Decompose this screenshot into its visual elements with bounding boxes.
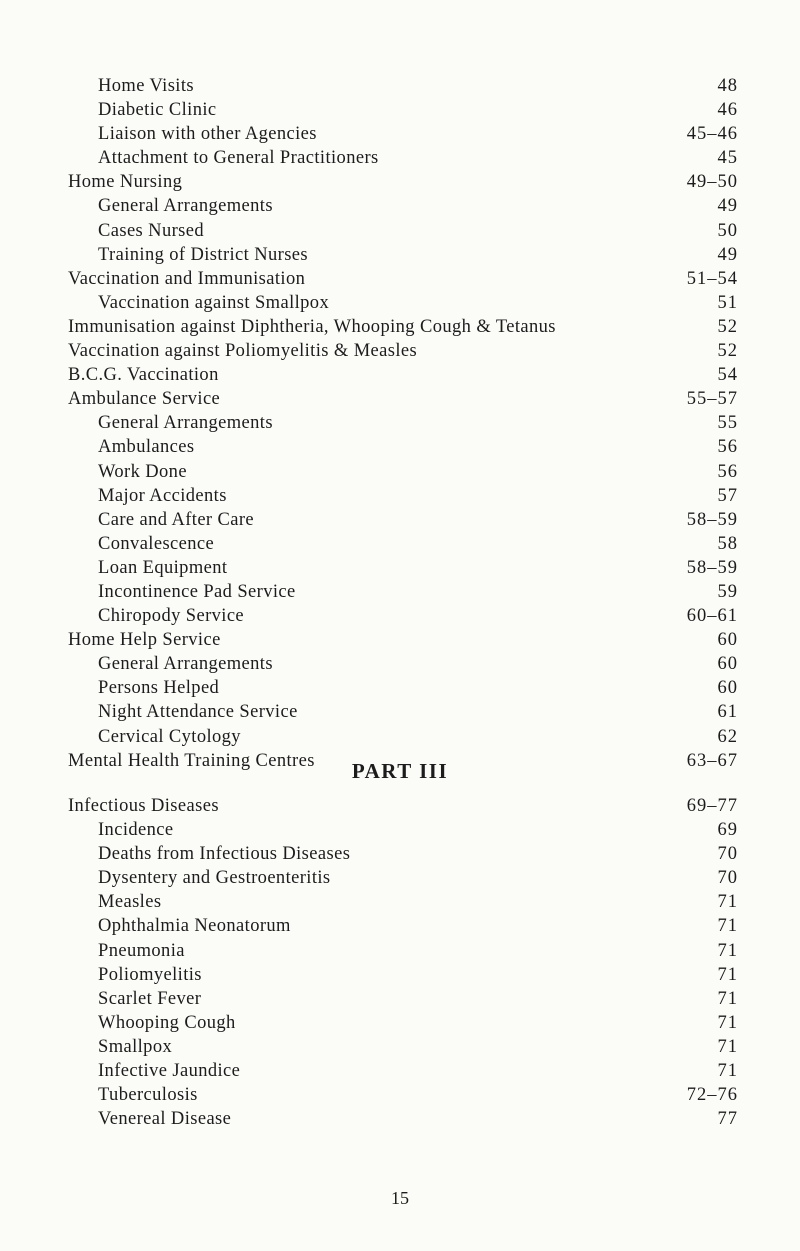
toc-entry-page: 45: [717, 148, 738, 169]
toc-entry: [0, 700, 800, 724]
toc-entry-page: 71: [717, 988, 738, 1009]
toc-entry: [0, 460, 800, 484]
toc-entry: [0, 604, 800, 628]
toc-entry: [0, 818, 800, 842]
toc-entry: [0, 866, 800, 890]
toc-entry-page: 71: [717, 940, 738, 961]
toc-entry: [0, 387, 800, 411]
toc-entry-title: Chiropody Service: [98, 606, 245, 627]
toc-entry: [0, 194, 800, 218]
toc-entry: [0, 291, 800, 315]
toc-entry: [0, 676, 800, 700]
toc-entry-page: 56: [717, 437, 738, 458]
toc-entry-title: Ambulances: [98, 437, 195, 458]
toc-entry-page: 51: [717, 292, 738, 313]
toc-entry: [0, 1059, 800, 1083]
table-of-contents-part-3: [0, 794, 800, 1131]
toc-entry-page: 70: [717, 868, 738, 889]
toc-entry: [0, 963, 800, 987]
toc-entry-title: General Arrangements: [98, 654, 273, 675]
toc-entry-title: Poliomyelitis: [98, 964, 202, 985]
section-heading-part-3: PART III: [351, 759, 449, 783]
toc-entry: [0, 1011, 800, 1035]
toc-entry: [0, 842, 800, 866]
toc-entry: [0, 243, 800, 267]
toc-entry-page: 58–59: [686, 557, 738, 578]
toc-entry-title: Cervical Cytology: [98, 726, 241, 747]
toc-entry-page: 57: [717, 485, 738, 506]
toc-entry-page: 49: [717, 196, 738, 217]
toc-entry: [0, 219, 800, 243]
toc-entry-title: Training of District Nurses: [98, 244, 309, 265]
toc-entry: [0, 556, 800, 580]
toc-entry-title: Pneumonia: [98, 940, 185, 961]
toc-entry: [0, 939, 800, 963]
toc-entry: [0, 98, 800, 122]
toc-entry: [0, 508, 800, 532]
toc-entry-page: 72–76: [686, 1085, 738, 1106]
toc-entry-page: 46: [717, 100, 738, 121]
toc-entry-title: Night Attendance Service: [98, 702, 298, 723]
toc-entry-page: 54: [717, 365, 738, 386]
toc-entry-page: 49–50: [686, 172, 738, 193]
toc-entry: [0, 794, 800, 818]
toc-entry-title: Smallpox: [98, 1036, 173, 1057]
toc-entry-page: 55: [717, 413, 738, 434]
toc-entry-page: 71: [717, 916, 738, 937]
toc-entry-page: 59: [717, 581, 738, 602]
toc-entry-title: Scarlet Fever: [98, 988, 202, 1009]
toc-entry-page: 69: [717, 820, 738, 841]
page-number: 15: [391, 1188, 409, 1208]
toc-entry: [0, 652, 800, 676]
toc-entry-page: 77: [717, 1109, 738, 1130]
toc-entry-title: General Arrangements: [98, 196, 273, 217]
toc-entry-page: 56: [717, 461, 738, 482]
toc-entry-page: 48: [717, 76, 738, 96]
toc-entry-page: 49: [717, 244, 738, 265]
toc-entry-title: General Arrangements: [98, 413, 273, 434]
toc-entry-page: 69–77: [686, 796, 738, 816]
toc-entry: [0, 987, 800, 1011]
toc-entry-page: 71: [717, 892, 738, 913]
toc-entry-title: Ambulance Service: [68, 389, 221, 410]
toc-entry: [0, 1083, 800, 1107]
toc-entry-page: 71: [717, 1012, 738, 1033]
toc-entry-page: 52: [717, 341, 738, 362]
toc-entry: [0, 267, 800, 291]
toc-entry-title: Measles: [98, 892, 162, 913]
toc-entry: [0, 170, 800, 194]
toc-entry-page: 71: [717, 1061, 738, 1082]
toc-entry-title: Infective Jaundice: [98, 1061, 241, 1082]
toc-entry-title: Tuberculosis: [98, 1085, 198, 1106]
toc-entry: [0, 484, 800, 508]
toc-entry-page: 62: [717, 726, 738, 747]
toc-entry-page: 60: [717, 678, 738, 699]
toc-entry-title: Deaths from Infectious Diseases: [98, 844, 351, 865]
toc-entry-title: B.C.G. Vaccination: [68, 365, 219, 386]
table-of-contents-part-2: [0, 74, 800, 773]
toc-entry: [0, 628, 800, 652]
toc-entry-page: 60: [717, 630, 738, 651]
toc-entry-title: Whooping Cough: [98, 1012, 236, 1033]
toc-entry-title: Home Visits: [98, 76, 194, 96]
toc-entry-page: 71: [717, 1036, 738, 1057]
toc-entry-page: 51–54: [686, 268, 738, 289]
toc-entry-title: Liaison with other Agencies: [98, 124, 317, 145]
toc-entry-title: Home Nursing: [68, 172, 183, 193]
toc-entry-title: Vaccination against Poliomyelitis & Measles: [68, 341, 418, 362]
toc-entry: [0, 315, 800, 339]
toc-entry-page: 45–46: [686, 124, 738, 145]
toc-entry-page: 50: [717, 220, 738, 241]
toc-entry-title: Immunisation against Diphtheria, Whooping Cough & Tetanus: [68, 316, 556, 337]
toc-entry: [0, 725, 800, 749]
toc-entry-page: 70: [717, 844, 738, 865]
toc-entry: [0, 1107, 800, 1131]
toc-entry-title: Loan Equipment: [98, 557, 228, 578]
toc-entry-page: 55–57: [686, 389, 738, 410]
toc-entry-title: Care and After Care: [98, 509, 255, 530]
toc-entry: [0, 890, 800, 914]
toc-entry-page: 61: [717, 702, 738, 723]
toc-entry-title: Vaccination against Smallpox: [98, 292, 330, 313]
toc-entry-title: Attachment to General Practitioners: [98, 148, 379, 169]
toc-entry-page: 71: [717, 964, 738, 985]
toc-entry-title: Work Done: [98, 461, 187, 482]
toc-entry: [0, 914, 800, 938]
toc-entry: [0, 74, 800, 98]
toc-entry-title: Persons Helped: [98, 678, 220, 699]
toc-entry-title: Venereal Disease: [98, 1109, 232, 1130]
toc-entry-title: Incidence: [98, 820, 174, 841]
toc-entry-page: 63–67: [686, 750, 738, 771]
toc-entry: [0, 580, 800, 604]
toc-entry-title: Incontinence Pad Service: [98, 581, 296, 602]
toc-entry-title: Cases Nursed: [98, 220, 205, 241]
toc-entry: [0, 339, 800, 363]
toc-entry: [0, 122, 800, 146]
toc-entry-title: Major Accidents: [98, 485, 227, 506]
toc-entry-page: 60: [717, 654, 738, 675]
toc-entry-page: 58–59: [686, 509, 738, 530]
toc-entry-title: Convalescence: [98, 533, 215, 554]
toc-entry-page: 60–61: [686, 606, 738, 627]
toc-entry-title: Ophthalmia Neonatorum: [98, 916, 291, 937]
toc-entry-title: Dysentery and Gestroenteritis: [98, 868, 331, 889]
toc-entry: [0, 532, 800, 556]
toc-entry: [0, 411, 800, 435]
toc-entry: [0, 363, 800, 387]
toc-entry-title: Infectious Diseases: [68, 796, 219, 816]
toc-entry-title: Diabetic Clinic: [98, 100, 217, 121]
toc-entry: [0, 146, 800, 170]
toc-entry: [0, 1035, 800, 1059]
toc-entry-page: 52: [717, 316, 738, 337]
toc-entry: [0, 435, 800, 459]
toc-entry-title: Mental Health Training Centres: [68, 750, 315, 771]
toc-entry-title: Home Help Service: [68, 630, 221, 651]
toc-entry-page: 58: [717, 533, 738, 554]
toc-entry-title: Vaccination and Immunisation: [68, 268, 306, 289]
